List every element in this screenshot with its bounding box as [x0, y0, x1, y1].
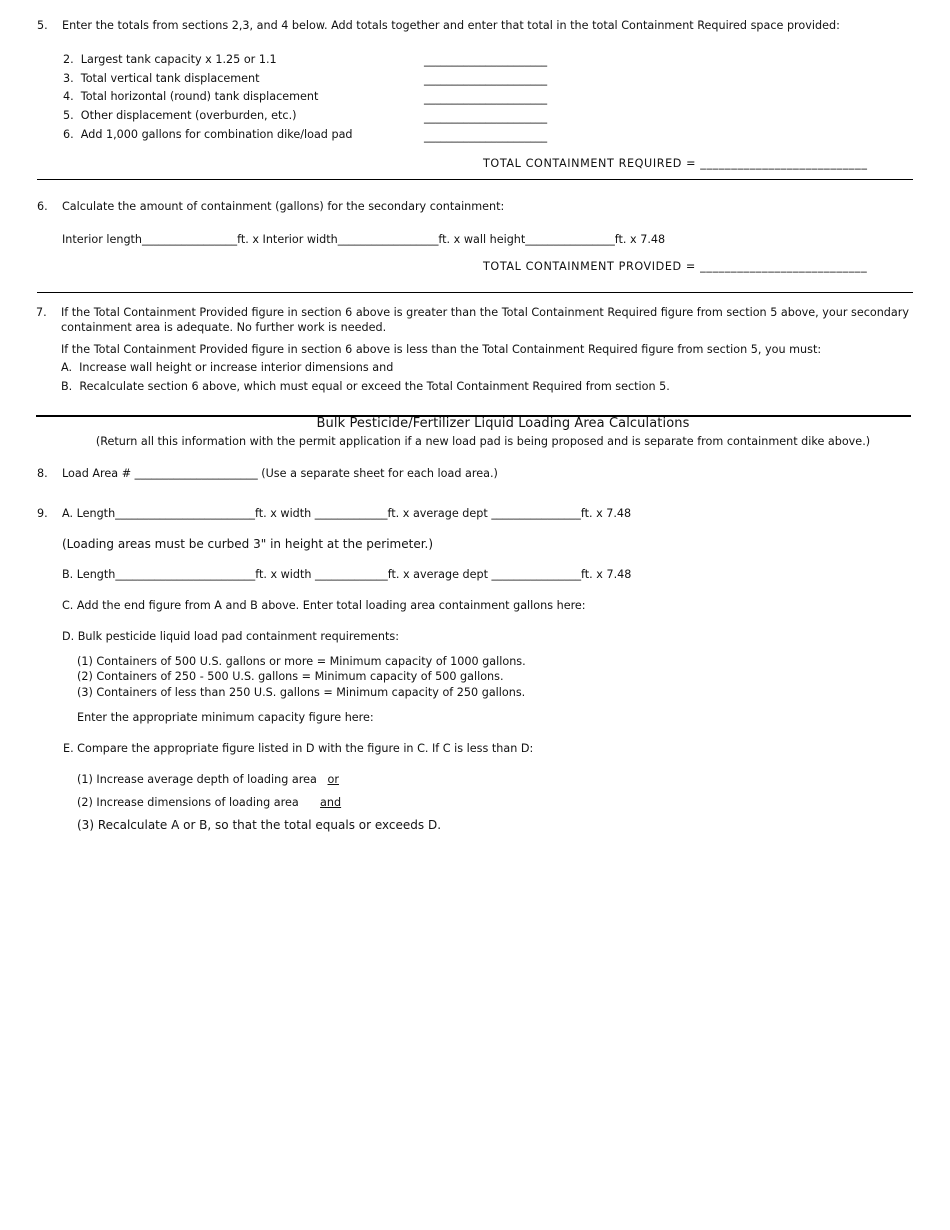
- curb-note: (Loading areas must be curbed 3" in height at the perimeter.): [62, 537, 434, 551]
- section-6-instructions: Calculate the amount of containment (gallons) for the secondary containment:: [62, 200, 505, 213]
- section-7-option-b: B. Recalculate section 6 above, which must equal or exceed the Total Containment Required from section 5.: [61, 380, 670, 393]
- interior-dimensions-formula[interactable]: Interior length_________________ft. x Interior width__________________ft. x wall height________________ft. x 7.48: [62, 233, 666, 246]
- s5-item-label-4: 4. Total horizontal (round) tank displacement: [63, 90, 319, 103]
- requirement-2: (2) Containers of 250 - 500 U.S. gallons = Minimum capacity of 500 gallons.: [77, 670, 504, 683]
- section-7-number: 7.: [36, 306, 47, 319]
- section-9-number: 9.: [37, 507, 48, 520]
- divider: [37, 292, 913, 293]
- option-3: (3) Recalculate A or B, so that the total equals or exceeds D.: [77, 818, 442, 832]
- section-8-number: 8.: [37, 467, 48, 480]
- minimum-capacity-instruction: Enter the appropriate minimum capacity figure here:: [77, 711, 374, 724]
- item-c-instructions: C. Add the end figure from A and B above. Enter total loading area containment gallons here:: [62, 599, 586, 612]
- s5-item-blank-3[interactable]: ______________________: [424, 73, 548, 86]
- s5-item-label-3: 3. Total vertical tank displacement: [63, 72, 260, 85]
- s5-item-blank-2[interactable]: ______________________: [424, 54, 548, 67]
- item-e-heading: E. Compare the appropriate figure listed in D with the figure in C. If C is less than D:: [63, 742, 534, 755]
- load-area-b-formula[interactable]: B. Length_________________________ft. x width _____________ft. x average dept ________________ft. x 7.48: [62, 568, 632, 581]
- requirement-1: (1) Containers of 500 U.S. gallons or more = Minimum capacity of 1000 gallons.: [77, 655, 526, 668]
- load-area-field[interactable]: Load Area # ______________________ (Use a separate sheet for each load area.): [62, 467, 498, 480]
- section-6-number: 6.: [37, 200, 48, 213]
- loading-area-title: Bulk Pesticide/Fertilizer Liquid Loading Area Calculations: [316, 416, 690, 431]
- s5-item-blank-6[interactable]: ______________________: [424, 130, 548, 143]
- section-7-option-a: A. Increase wall height or increase interior dimensions and: [61, 361, 394, 374]
- item-d-heading: D. Bulk pesticide liquid load pad containment requirements:: [62, 630, 399, 643]
- s5-item-label-5: 5. Other displacement (overburden, etc.): [63, 109, 297, 122]
- option-1: [77, 773, 339, 787]
- s5-item-blank-4[interactable]: ______________________: [424, 92, 548, 105]
- divider: [37, 179, 913, 180]
- option-2-text: (2) Increase dimensions of loading area: [77, 796, 299, 809]
- option-1-conjunction: or: [327, 773, 339, 786]
- s5-item-label-2: 2. Largest tank capacity x 1.25 or 1.1: [63, 53, 277, 66]
- total-containment-provided[interactable]: TOTAL CONTAINMENT PROVIDED = ___________________________: [483, 260, 868, 273]
- section-7-line-3: If the Total Containment Provided figure in section 6 above is less than the Total Containment Required figure from section 5, you must:: [61, 343, 822, 356]
- load-area-a-formula[interactable]: A. Length_________________________ft. x width _____________ft. x average dept ________________ft. x 7.48: [62, 507, 632, 520]
- option-1-text: (1) Increase average depth of loading area: [77, 773, 317, 786]
- section-7-line-2: containment area is adequate. No further work is needed.: [61, 321, 387, 334]
- option-2: [77, 796, 341, 810]
- requirement-3: (3) Containers of less than 250 U.S. gallons = Minimum capacity of 250 gallons.: [77, 686, 526, 699]
- section-5-instructions: Enter the totals from sections 2,3, and 4 below. Add totals together and enter that total in the total Containment Required space provided:: [62, 19, 840, 32]
- option-2-conjunction: and: [320, 796, 342, 809]
- s5-item-label-6: 6. Add 1,000 gallons for combination dike/load pad: [63, 128, 353, 141]
- section-7-line-1: If the Total Containment Provided figure in section 6 above is greater than the Total Containment Required figure from section 5 above, your secondary: [61, 306, 909, 319]
- total-containment-required[interactable]: TOTAL CONTAINMENT REQUIRED = ___________________________: [483, 157, 868, 170]
- s5-item-blank-5[interactable]: ______________________: [424, 111, 548, 124]
- loading-area-subtitle: (Return all this information with the permit application if a new load pad is being proposed and is separate from containment dike above.): [95, 435, 871, 448]
- section-5-number: 5.: [37, 19, 48, 32]
